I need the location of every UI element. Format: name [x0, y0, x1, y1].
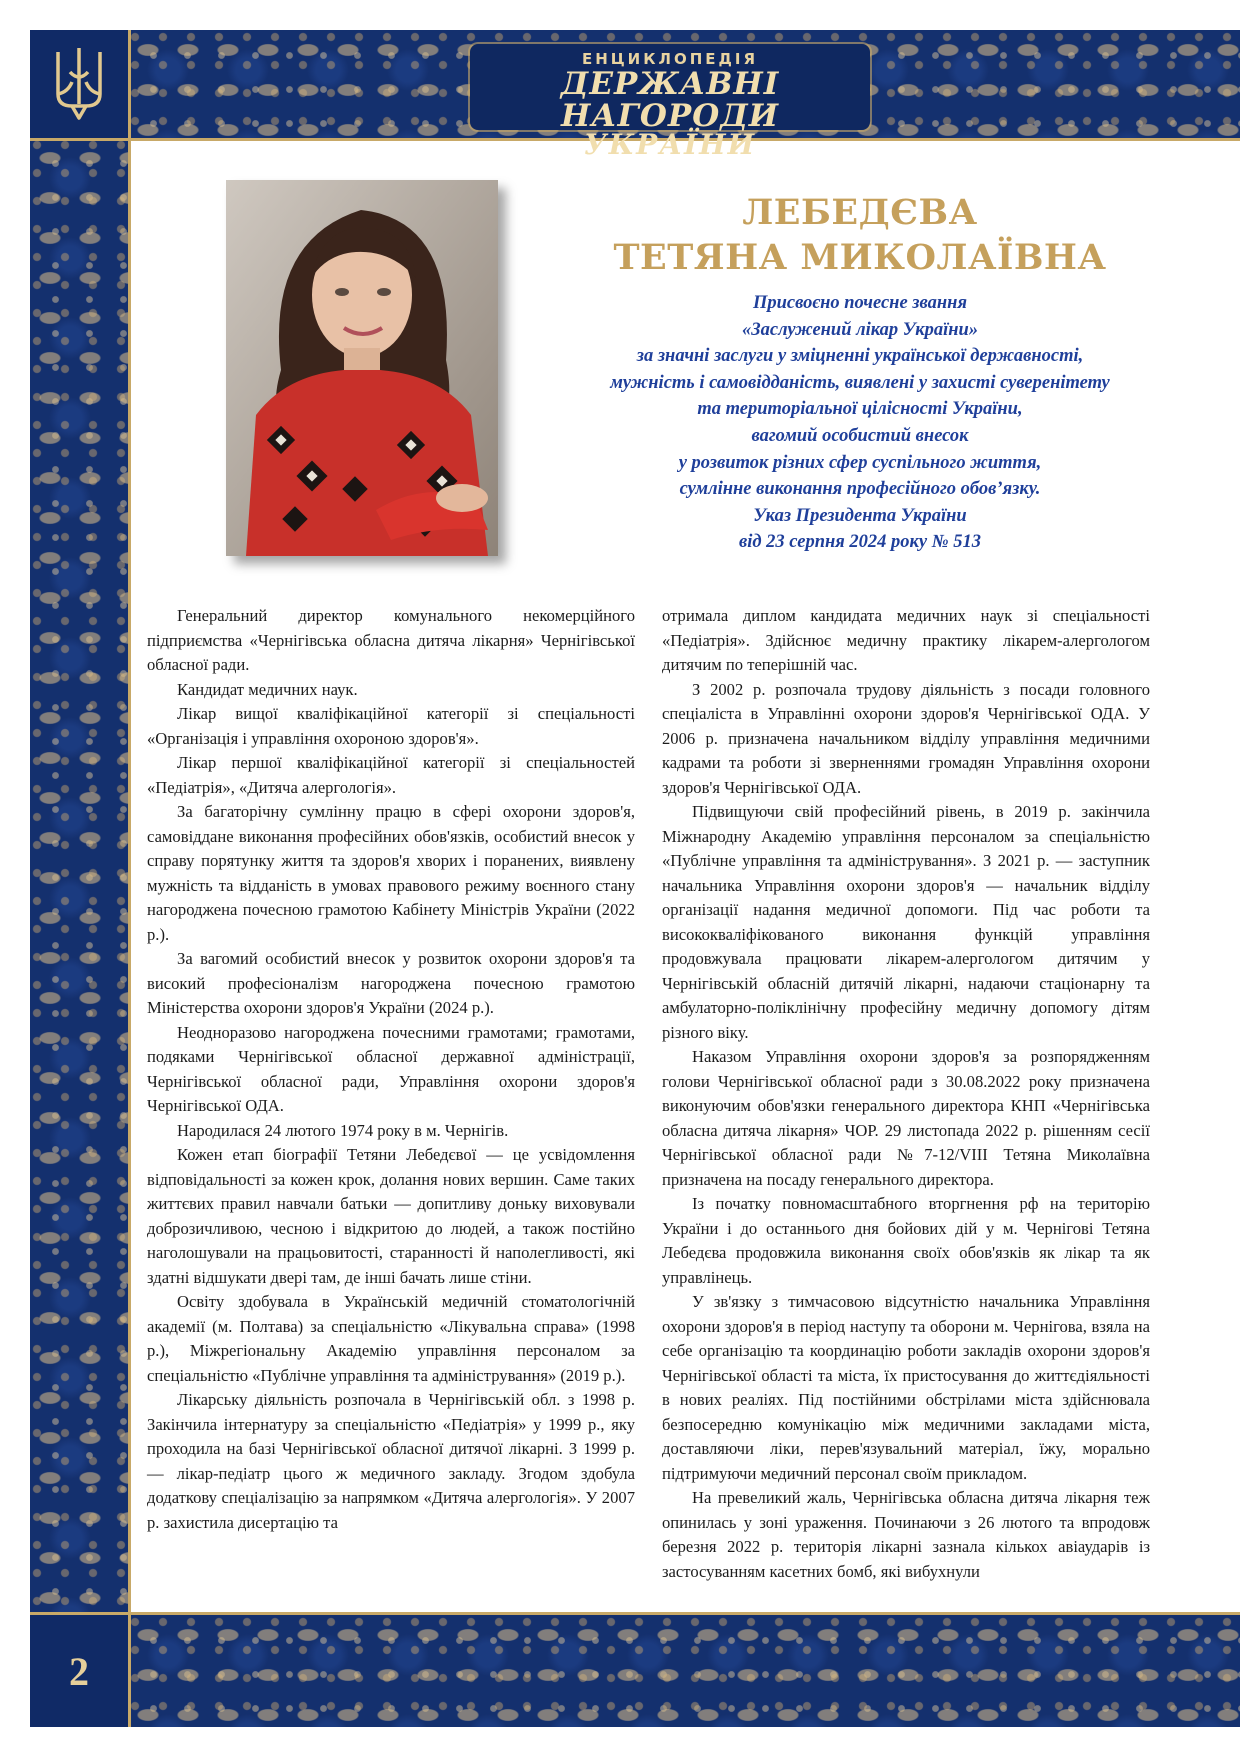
paragraph: Освіту здобувала в Українській медичній стоматологічній академії (м. Полтава) за спеціальністю «Лікувальна справа» (1998 р.), Міжрегіональну Академію управління персоналом за спеціальністю «Публічне управління та адміністрування» (2019 р.). — [147, 1292, 635, 1385]
citation-line: «Заслужений лікар України» — [741, 319, 979, 340]
paragraph: Наказом Управління охорони здоров'я за розпорядженням голови Чернігівської обласної ради з 30.08.2022 року призначена виконуючим обов'язки генерального директора КНП «Чернігівська обласна дитяча лікарня» ЧОР. 29 листопада 2022 р. рішенням сесії Чернігівської обласної ради №7-12/VIII Тетяна Миколаївна призначена на посаду генерального директора. — [662, 1047, 1150, 1189]
bottom-ornament-band — [128, 1612, 1240, 1727]
paragraph: Кожен етап біографії Тетяни Лебедєвої — це усвідомлення відповідальності за кожен крок, долання нових вершин. Саме таких життєвих правил навчали батьки — допитливу доньку виховували доброзичливою, чесною і відкритою до людей, а також постійно наголошували на працьовитості, старанності й наполегливості, які здатні відшукати двері там, де інші бачать лише стіни. — [147, 1145, 635, 1287]
citation-line: мужність і самовідданість, виявлені у захисті суверенітету — [610, 372, 1110, 393]
paragraph: Народилася 24 лютого 1974 року в м. Чернігів. — [177, 1120, 509, 1140]
paragraph: Підвищуючи свій професійний рівень, в 2019 р. закінчила Міжнародну Академію управління персоналом за спеціальністю «Публічне управління та адміністрування». З 2021 р. — заступник начальника Управління охорони здоров'я — начальник відділу організації надання медичної допомоги. Під час роботи та висококваліфікованого виконання функцій управління продовжувала працювати лікарем-алергологом дитячим у Чернігівській обласній дитячій лікарні, надаючи стаціонарну та амбулаторно-поліклінічну професійну медичну допомогу дітям різного віку. — [662, 802, 1150, 1042]
encyclopedia-banner — [470, 44, 870, 161]
paragraph: З 2002 р. розпочала трудову діяльність з посади головного спеціаліста в Управлінні охорони здоров'я Чернігівської ОДА. У 2006 р. призначена начальником відділу управління медичними кадрами та роботи зі зверненнями громадян Управління охорони здоров'я Чернігівської ОДА. — [662, 679, 1150, 797]
citation-line: та територіальної цілісності України, — [697, 399, 1023, 420]
paragraph: отримала диплом кандидата медичних наук зі спеціальності «Педіатрія». Здійснює медичну практику лікарем-алергологом дитячим по теперішній час. — [662, 606, 1150, 674]
biography-right-column — [662, 604, 1150, 1584]
portrait-photo — [226, 180, 498, 556]
award-citation — [580, 290, 1140, 556]
trident-emblem-box — [30, 30, 131, 141]
left-ornament-band — [30, 138, 131, 1612]
biography-left-column — [147, 604, 635, 1535]
paragraph: У зв'язку з тимчасовою відсутністю начальника Управління охорони здоров'я в період наступу та оборони м. Чернігова, взяла на себе організацію та координацію роботи закладів охорони здоров'я Чернігівської області та міста, їх пристосування до життєдіяльності в нових реаліях. Під постійними обстрілами міста здійснювала безпосередню комунікацію між медичними закладами міста, доставляючи ліки, перев'язувальний матеріал, їжу, морально підтримуючи медичний персонал своїм прикладом. — [662, 1292, 1150, 1483]
person-given-names: ТЕТЯНА МИКОЛАЇВНА — [613, 237, 1107, 278]
person-surname: ЛЕБЕДЄВА — [742, 192, 978, 233]
paragraph: Лікар першої кваліфікаційної категорії зі спеціальностей «Педіатрія», «Дитяча алергологія». — [147, 753, 635, 797]
paragraph: Лікар вищої кваліфікаційної категорії зі спеціальності «Організація і управління охороною здоров'я». — [147, 704, 635, 748]
citation-line: Присвоєно почесне звання — [753, 293, 967, 313]
paragraph: Лікарську діяльність розпочала в Чернігівській обл. з 1998 р. Закінчила інтернатуру за спеціальністю «Педіатрія» у 1999 р., яку проходила на базі Чернігівської обласної дитячої лікарні. З 1999 р. — лікар-педіатр цього ж медичного закладу. Згодом здобула додаткову спеціалізацію за напрямком «Дитяча алергологія». У 2007 р. захистила дисертацію та — [147, 1390, 635, 1532]
citation-line: за значні заслуги у зміцненні української державності, — [636, 346, 1084, 367]
citation-line: сумлінне виконання професійного обов’язку. — [679, 479, 1041, 500]
citation-line: Указ Президента України — [753, 505, 967, 526]
paragraph: Генеральний директор комунального некомерційного підприємства «Чернігівська обласна дитяча лікарня» Чернігівської обласної ради. — [147, 606, 635, 674]
paragraph: За вагомий особистий внесок у розвиток охорони здоров'я та високий професіоналізм нагороджена почесною грамотою Міністерства охорони здоров'я України (2024 р.). — [147, 949, 635, 1017]
banner-title-line2: УКРАЇНИ — [583, 128, 757, 161]
citation-line: у розвиток різних сфер суспільного життя, — [678, 452, 1042, 473]
banner-title-line1: ДЕРЖАВНІ НАГОРОДИ — [560, 66, 780, 134]
paragraph: На превеликий жаль, Чернігівська обласна дитяча лікарня теж опинилась у зоні ураження. Починаючи з 26 лютого та впродовж березня 2022 р. територія лікарні зазнала кількох авіаударів із застосуванням касетних бомб, які вибухнули — [662, 1488, 1150, 1581]
citation-line: вагомий особистий внесок — [751, 425, 969, 446]
page-number-box — [30, 1612, 131, 1727]
citation-line: від 23 серпня 2024 року № 513 — [738, 532, 982, 553]
person-name — [580, 190, 1140, 280]
portrait-illustration — [226, 180, 498, 556]
page-number: 2 — [69, 1648, 89, 1694]
encyclopedia-label: ЕНЦИКЛОПЕДІЯ — [581, 50, 759, 68]
paragraph: Кандидат медичних наук. — [177, 679, 358, 699]
paragraph: Неодноразово нагороджена почесними грамотами; грамотами, подяками Чернігівської обласної державної адміністрації, Чернігівської обласної ради, Управління охорони здоров'я Чернігівської ОДА. — [147, 1022, 635, 1115]
trident-icon — [50, 42, 108, 126]
paragraph: Із початку повномасштабного вторгнення рф на територію України і до останнього дня бойових дій у м. Чернігові Тетяна Лебедєва продовжила виконання своїх обов'язків як лікар та як управлінець. — [662, 1194, 1150, 1287]
paragraph: За багаторічну сумлінну працю в сфері охорони здоров'я, самовіддане виконання професійних обов'язків, особистий внесок у справу порятунку життя та здоров'я хворих і поранених, виявлену мужність та відданість в умовах правового режиму воєнного стану нагороджена почесною грамотою Кабінету Міністрів України (2022 р.). — [147, 802, 635, 944]
